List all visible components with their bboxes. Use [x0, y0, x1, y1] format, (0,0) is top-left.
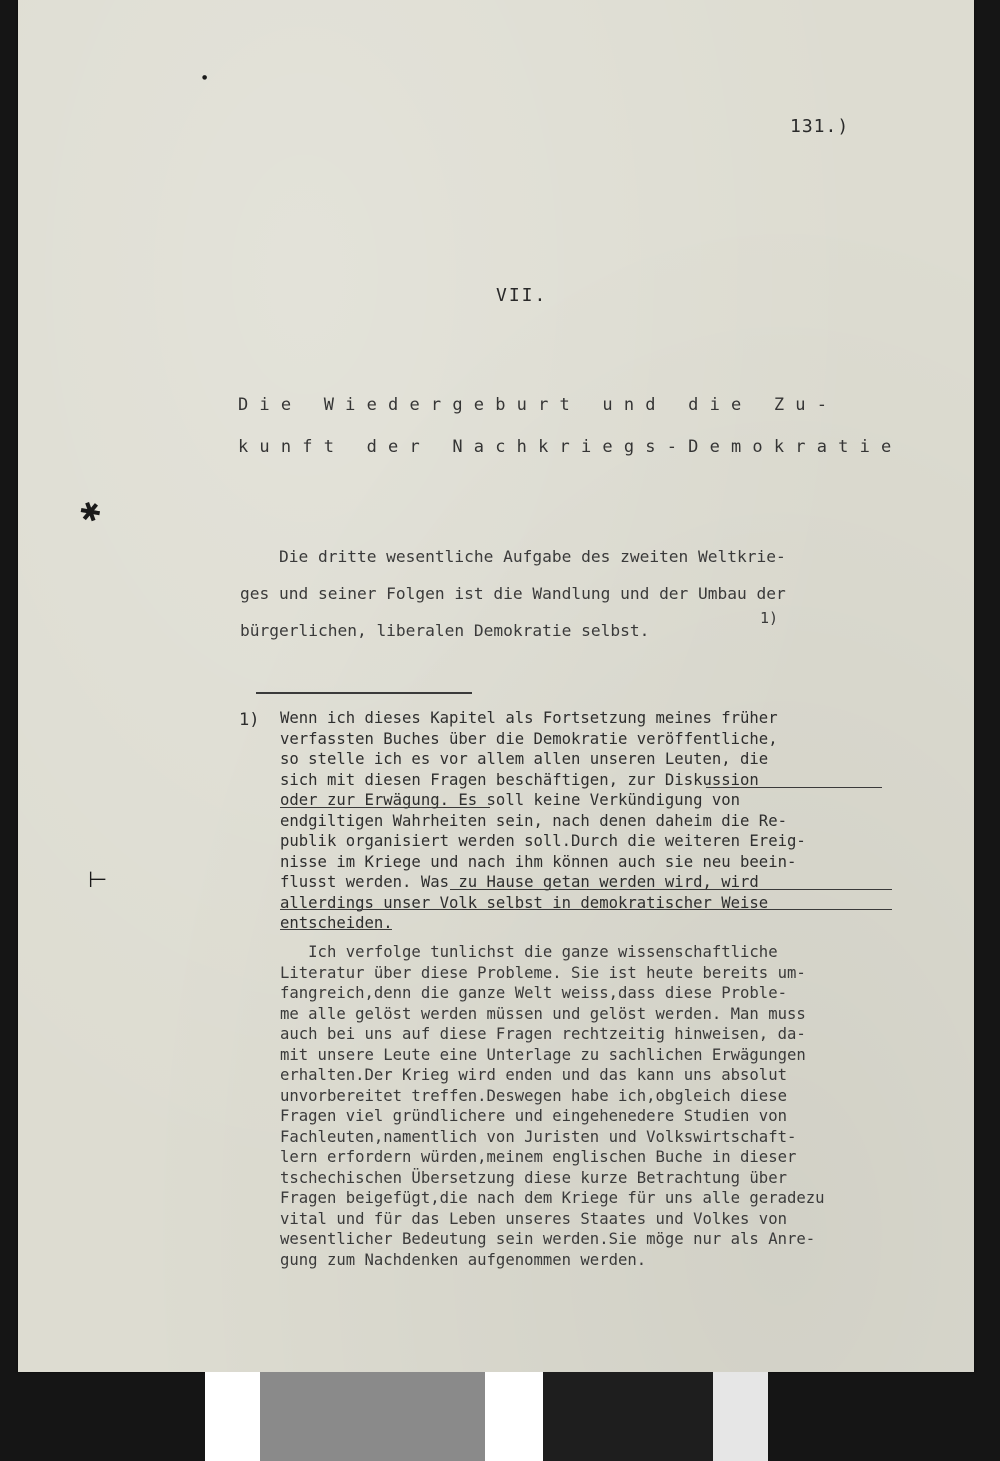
calibration-strip [205, 1372, 768, 1461]
text-line: Ich verfolge tunlichst die ganze wissenschaftliche [280, 943, 778, 961]
underline-mark [450, 889, 892, 890]
text-line: oder zur Erwägung. Es soll keine Verkündigung von [280, 791, 741, 809]
text-line: wesentlicher Bedeutung sein werden.Sie möge nur als Anre- [280, 1230, 816, 1248]
text-line: Wenn ich dieses Kapitel als Fortsetzung meines früher [280, 709, 778, 727]
underline-mark [706, 787, 882, 788]
text-line: auch bei uns auf diese Fragen rechtzeitig hinweisen, da- [280, 1025, 806, 1043]
footnote-text [280, 708, 806, 934]
calibration-patch [485, 1372, 543, 1461]
text-line: me alle gelöst werden müssen und gelöst werden. Man muss [280, 1004, 806, 1023]
footnote-marker: 1) [239, 710, 260, 730]
text-line: entscheiden. [280, 914, 393, 932]
chapter-heading: VII. [496, 285, 548, 306]
page-number: 131.) [790, 116, 850, 137]
text-line: nisse im Kriege und nach ihm können auch sie neu beein- [280, 852, 797, 871]
text-line: flusst werden. Was zu Hause getan werden wird, wird [280, 873, 759, 891]
text-line: lern erfordern würden,meinem englischen Buche in dieser [280, 1148, 797, 1166]
text-line: endgiltigen Wahrheiten sein, nach denen daheim die Re- [280, 811, 787, 830]
text-line: vital und für das Leben unseres Staates und Volkes von [280, 1209, 787, 1228]
footnote-divider [256, 692, 472, 694]
text-line: publik organisiert werden soll.Durch die weiteren Ereig- [280, 832, 806, 850]
text-line: erhalten.Der Krieg wird enden und das kann uns absolut [280, 1066, 787, 1084]
text-line: sich mit diesen Fragen beschäftigen, zur Diskussion [280, 770, 759, 789]
text-line: so stelle ich es vor allem allen unseren Leuten, die [280, 750, 769, 768]
underline-mark [280, 929, 392, 930]
text-line: fangreich,denn die ganze Welt weiss,dass diese Proble- [280, 984, 787, 1002]
text-line: unvorbereitet treffen.Deswegen habe ich,obgleich diese [280, 1086, 787, 1105]
punch-hole-mark: ⊢ [88, 868, 108, 893]
underline-mark [280, 909, 892, 910]
text-line: Literatur über diese Probleme. Sie ist heute bereits um- [280, 963, 806, 982]
text-line: allerdings unser Volk selbst in demokratischer Weise [280, 893, 769, 912]
title-line: Die Wiedergeburt und die Zu- [238, 395, 839, 415]
paper-tear-mark: ✱ [75, 495, 107, 531]
footnote-reference: 1) [760, 609, 779, 627]
calibration-patch [260, 1372, 485, 1461]
text-line: verfassten Buches über die Demokratie veröffentliche, [280, 729, 778, 748]
typewritten-page [18, 0, 974, 1372]
text-line: tschechischen Übersetzung diese kurze Betrachtung über [280, 1168, 787, 1187]
text-line: mit unsere Leute eine Unterlage zu sachlichen Erwägungen [280, 1045, 806, 1064]
footnote-continuation [280, 942, 825, 1270]
text-line: ges und seiner Folgen ist die Wandlung und der Umbau der [240, 584, 786, 603]
title-line: kunft der Nachkriegs-Demokratie [238, 437, 903, 457]
text-line: Die dritte wesentliche Aufgabe des zweiten Weltkrie- [240, 547, 786, 566]
text-line: Fragen viel gründlichere und eingehenedere Studien von [280, 1107, 787, 1125]
underline-mark [280, 807, 490, 808]
intro-paragraph [240, 538, 786, 649]
paper-speck: ● [202, 74, 208, 81]
calibration-patch [543, 1372, 713, 1461]
text-line: Fragen beigefügt,die nach dem Kriege für uns alle geradezu [280, 1189, 825, 1207]
calibration-patch [205, 1372, 260, 1461]
chapter-title [238, 384, 902, 468]
text-line: bürgerlichen, liberalen Demokratie selbst. [240, 621, 650, 640]
text-line: gung zum Nachdenken aufgenommen werden. [280, 1250, 647, 1269]
calibration-patch [713, 1372, 768, 1461]
text-line: Fachleuten,namentlich von Juristen und Volkswirtschaft- [280, 1127, 797, 1146]
